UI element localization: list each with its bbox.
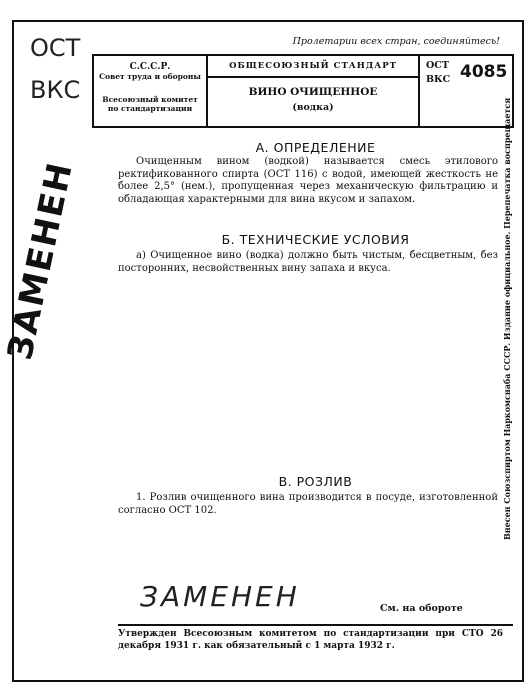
margin-note-vks: ВКС: [30, 76, 81, 104]
document-title: ВИНО ОЧИЩЕННОЕ: [248, 86, 378, 98]
issuer-line-2: Совет труда и обороны: [99, 72, 201, 81]
issuer-line-1: С.С.С.Р.: [129, 62, 171, 72]
number-cell: [420, 56, 512, 126]
margin-note-ost: ОСТ: [30, 34, 81, 62]
replaced-stamp: ЗАМЕНЕН: [0, 157, 82, 364]
section-b-title: Б. ТЕХНИЧЕСКИЕ УСЛОВИЯ: [221, 232, 410, 247]
bottling-item-1: 1. Розлив очищенного вина производится в посуде, изготовленной согласно ОСТ 102.: [118, 492, 498, 516]
section-v-title: В. РОЗЛИВ: [278, 474, 353, 489]
vks-label: ВКС: [426, 74, 451, 85]
footer-rule: [118, 624, 513, 626]
see-reverse: См. на обороте: [380, 603, 463, 614]
header-block: [92, 54, 514, 128]
section-a-title: А. ОПРЕДЕЛЕНИЕ: [255, 140, 376, 155]
side-print-note: Внесен Союзспиртом Наркомснаба СССР. Издание официальное. Перепечатка воспрещается: [502, 97, 512, 540]
issuer-line-4: по стандартизации: [107, 104, 193, 113]
lower-replaced-note: ЗАМЕНЕН: [140, 580, 300, 613]
standard-label: ОБЩЕСОЮЗНЫЙ СТАНДАРТ: [208, 56, 418, 78]
motto: Пролетарии всех стран, соединяйтесь!: [292, 36, 500, 47]
issuer-line-3: Всесоюзный комитет: [102, 95, 198, 104]
section-a-text: Очищенным вином (водкой) называется смесь этилового ректификованного спирта (ОСТ 116) с водой, имеющей жесткость не более 2,5° (нем.), пропущенная через механическую фильтрацию и обладающая характерными для вина вкусом и запахом.: [118, 156, 498, 205]
title-cell: [208, 56, 420, 126]
standard-number: 4085: [460, 62, 508, 82]
approval-note: Утвержден Всесоюзным комитетом по стандартизации при СТО 26 декабря 1931 г. как обязательный с 1 марта 1932 г.: [118, 629, 503, 651]
issuer-cell: [94, 56, 208, 126]
ost-label: ОСТ: [426, 60, 449, 71]
document-subtitle: (водка): [292, 102, 334, 113]
tech-item-a: а) Очищенное вино (водка) должно быть чистым, бесцветным, без посторонних, несвойственных вину запаха и вкуса.: [118, 250, 498, 274]
